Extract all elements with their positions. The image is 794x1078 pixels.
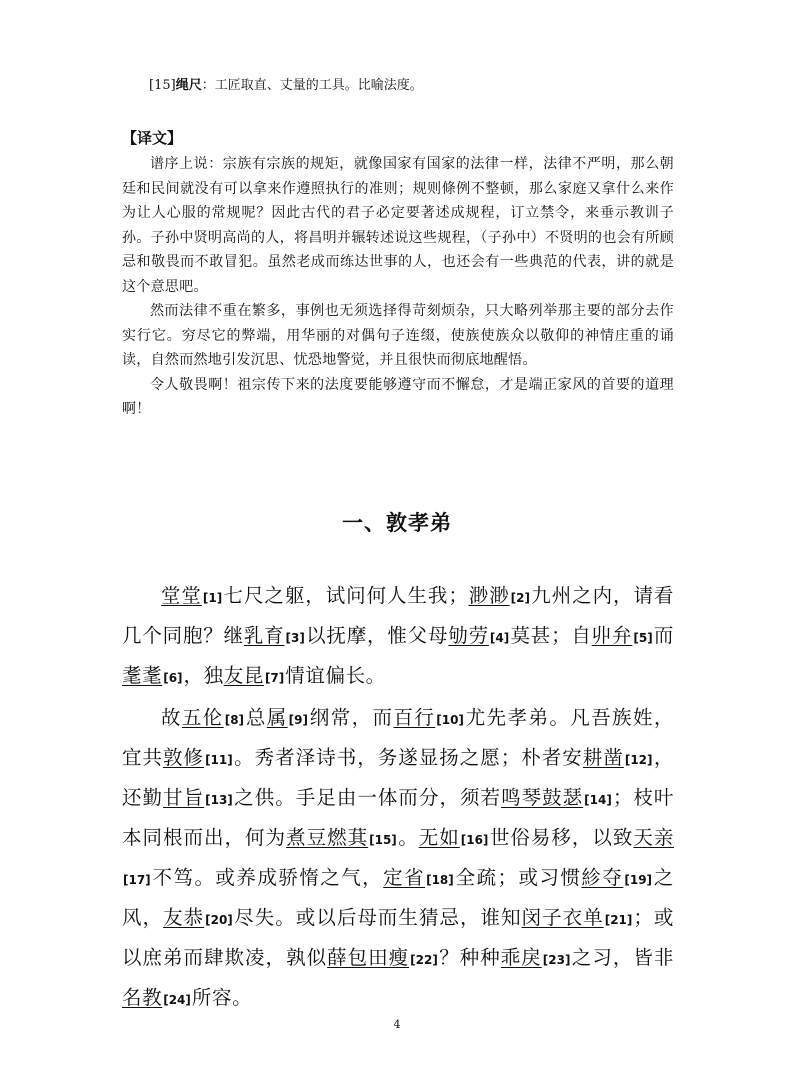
footnote-reference: [21] [604,913,633,927]
translation-paragraph: 然而法律不重在繁多，事例也无须选择得苛刻烦杂，只大略列举那主要的部分去作实行它。穷尽它的弊端，用华丽的对偶句子连缀，使族使族众以敬仰的神情庄重的诵读，自然而然地引发沉思、忧恐地警觉，并且很快而彻底地醒悟。 [122,303,674,368]
footnote-text: ：工匠取直、丈量的工具。比喻法度。 [201,78,423,93]
footnote-15 [149,76,423,96]
classical-paragraph [122,577,674,697]
annotated-term: 鸣琴鼓瑟 [501,786,584,809]
footnote-reference: [16] [460,833,489,847]
text-run: ；枝叶本同根而出，何为 [122,786,674,849]
text-run: 纲常，而 [309,706,394,729]
footnote-reference: [3] [285,631,305,645]
footnote-term: 绳尺 [175,78,202,93]
annotated-term: 友昆 [223,664,264,687]
classical-text-body [122,577,674,1019]
text-run: 七尺之躯，试问何人生我； [223,584,469,607]
text-run: 全疏；或习惯 [454,866,582,889]
footnote-reference: [12] [624,753,653,767]
text-run: 以抚摩，惟父母 [305,624,449,647]
text-run: ，还勤 [122,746,675,809]
annotated-term: 耄耄 [122,664,163,687]
annotated-term: 乖戾 [500,946,542,969]
annotated-term: 堂堂 [161,584,202,607]
footnote-reference: [4] [489,631,510,645]
text-run: 九州之内，请看几个同胞？继 [122,584,675,647]
translation-paragraph: 令人敬畏啊！祖宗传下来的法度要能够遵守而不懈怠，才是端正家风的首要的道理啊！ [122,376,674,417]
annotated-term: 渺渺 [468,584,510,607]
text-run: 之供。手足由一体而分，须若 [233,786,502,809]
annotated-term: 劬劳 [448,624,489,647]
text-run: 所容。 [191,986,253,1009]
footnote-reference: [14] [584,793,612,807]
text-run: 总 [245,706,267,729]
footnote-reference: [2] [510,591,530,605]
footnote-reference: [6] [163,671,183,685]
footnote-reference: [5] [633,631,653,645]
text-run: 情谊偏长。 [285,664,386,687]
translation-heading: 【译文】 [122,129,183,147]
footnote-reference: [10] [436,713,464,727]
footnote-reference: [7] [264,671,285,685]
text-run: 尤先孝弟。凡吾族姓，宜共 [122,706,674,769]
footnote-reference: [23] [542,953,571,967]
text-run: 。秀者泽诗书，务遂显扬之愿；朴者安 [233,746,583,769]
footnote-reference: [1] [202,591,223,605]
text-run: 不笃。或养成骄惰之气， [151,866,384,889]
footnote-reference: [9] [288,713,308,727]
annotated-term: 友恭 [163,906,205,929]
text-run: ？种种 [438,946,501,969]
text-run: 莫甚；自 [510,624,592,647]
footnote-reference: [13] [205,793,233,807]
annotated-term: 五伦 [181,706,224,729]
annotated-term: 煮豆燃萁 [286,826,369,849]
footnote-reference: [24] [163,993,191,1007]
footnote-reference: [18] [426,873,454,887]
annotated-term: 闵子衣单 [521,906,604,929]
text-run: 而 [653,624,675,647]
annotated-term: 定省 [383,866,426,889]
annotated-term: 紾夺 [581,866,624,889]
annotated-term: 属 [266,706,288,729]
text-run: ，独 [183,664,224,687]
text-run: 尽失。或以后母而生猜忌，谁知 [233,906,522,929]
footnote-reference: [15] [369,833,397,847]
translation-body [122,152,674,422]
page-number: 4 [393,1018,401,1031]
text-run: 之风， [122,866,674,929]
text-run: ；或以庶弟而肆欺凌，孰似 [122,906,675,969]
annotated-term: 百行 [393,706,436,729]
annotated-term: 耕凿 [582,746,624,769]
section-title: 一、敦孝弟 [342,511,452,535]
text-run: 故 [161,706,182,729]
annotated-term: 名教 [122,986,163,1009]
annotated-term: 薛包田瘦 [327,946,410,969]
text-run: 之习，皆非 [571,946,674,969]
annotated-term: 丱弁 [591,624,633,647]
classical-paragraph [122,699,674,1019]
footnote-reference: [19] [624,873,653,887]
annotated-term: 乳育 [243,624,285,647]
annotated-term: 无如 [418,826,460,849]
footnote-reference: [20] [205,913,233,927]
translation-paragraph: 谱序上说：宗族有宗族的规矩，就像国家有国家的法律一样，法律不严明，那么朝廷和民间就没有可以拿来作遵照执行的准则；规则條例不整顿，那么家庭又拿什么来作为让人心服的常规呢？因此古代的君子必定要著述成规程，订立禁令，来垂示教训子孙。子孙中贤明高尚的人，将昌明并辗转述说这些规程，（子孙中）不贤明的也会有所顾忌和敬畏而不敢冒犯。虽然老成而练达世事的人，也还会有一些典范的代表，讲的就是这个意思吧。 [122,156,674,295]
footnote-reference: [22] [410,953,438,967]
footnote-marker: [15] [149,78,176,93]
annotated-term: 天亲 [633,826,675,849]
text-run: 。 [397,826,419,849]
text-run: 世俗易移，以致 [489,826,634,849]
footnote-reference: [17] [123,873,151,887]
annotated-term: 甘旨 [163,786,205,809]
footnote-reference: [8] [224,713,245,727]
footnote-reference: [11] [205,753,233,767]
annotated-term: 敦修 [163,746,205,769]
